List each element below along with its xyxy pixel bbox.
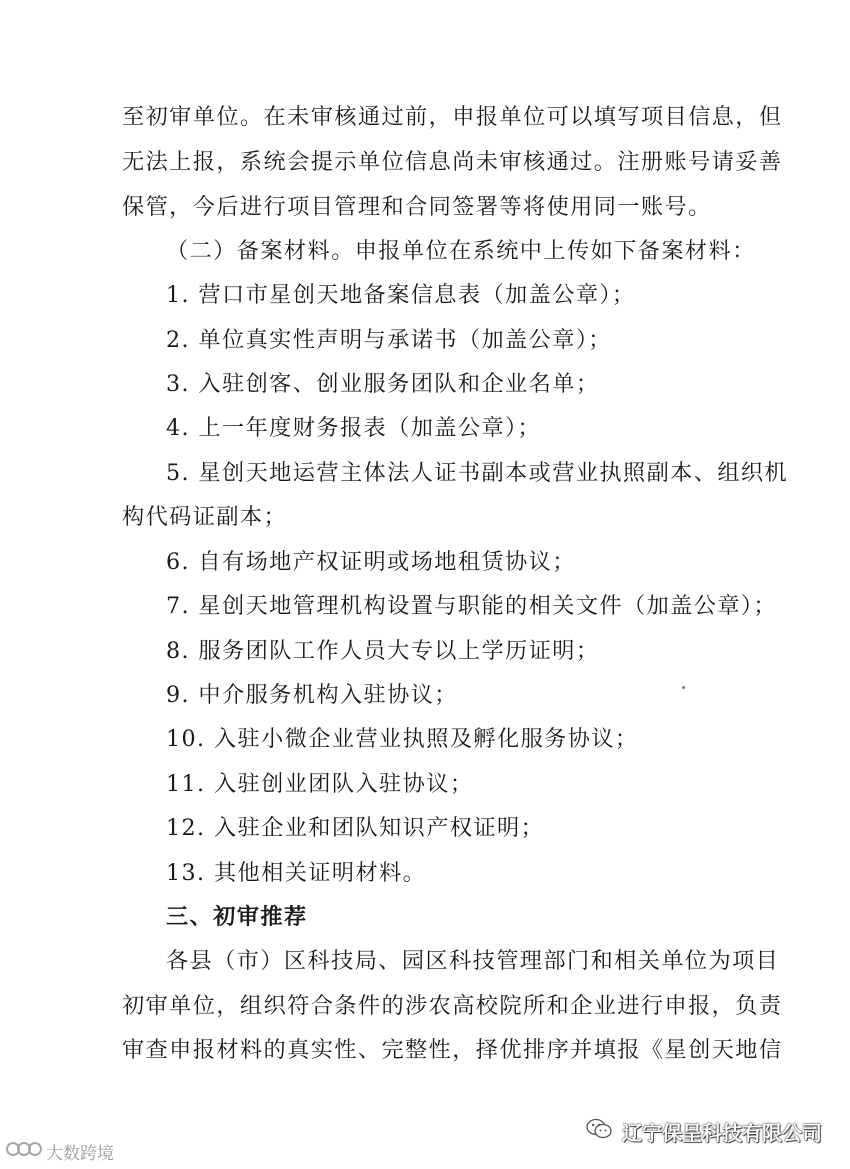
watermark-left [6,1140,114,1162]
body-line: 审查申报材料的真实性、完整性，择优排序并填报《星创天地信 [122,1037,783,1063]
body-line: 无法上报，系统会提示单位信息尚未审核通过。注册账号请妥善 [122,149,783,175]
body-line: 保管，今后进行项目管理和合同签署等将使用同一账号。 [122,194,712,220]
section-heading: 三、初审推荐 [166,904,308,930]
body-line: 至初审单位。在未审核通过前，申报单位可以填写项目信息，但 [122,104,783,130]
list-item: 13. 其他相关证明材料。 [166,860,427,886]
section-subheading: （二）备案材料。申报单位在系统中上传如下备案材料： [166,238,756,264]
watermark-right-text: 辽宁保呈科技有限公司 [622,1120,822,1145]
list-item: 11. 入驻创业团队入驻协议； [166,771,474,797]
watermark-left-text: 大数跨境 [46,1143,114,1164]
list-item-continuation: 构代码证副本； [122,504,288,530]
list-item: 1. 营口市星创天地备案信息表（加盖公章）； [166,282,636,308]
body-line: 初审单位，组织符合条件的涉农高校院所和企业进行申报，负责 [122,993,783,1019]
wechat-icon [586,1117,612,1146]
list-item: 12. 入驻企业和团队知识产权证明； [166,815,545,841]
list-item: 4. 上一年度财务报表（加盖公章）； [166,415,542,441]
list-item: 10. 入驻小微企业营业执照及孵化服务协议； [166,726,639,752]
body-line: 各县（市）区科技局、园区科技管理部门和相关单位为项目 [166,948,780,974]
list-item: 2. 单位真实性声明与承诺书（加盖公章）； [166,327,612,353]
list-item: 3. 入驻创客、创业服务团队和企业名单； [166,371,600,397]
kdata-logo-icon [6,1140,42,1163]
list-item: 7. 星创天地管理机构设置与职能的相关文件（加盖公章）； [166,593,778,619]
watermark-right [586,1116,822,1146]
list-item: 6. 自有场地产权证明或场地租赁协议； [166,549,576,575]
scan-speck [682,686,685,689]
list-item: 5. 星创天地运营主体法人证书副本或营业执照副本、组织机 [166,460,789,486]
list-item: 8. 服务团队工作人员大专以上学历证明； [166,638,600,664]
list-item: 9. 中介服务机构入驻协议； [166,682,458,708]
